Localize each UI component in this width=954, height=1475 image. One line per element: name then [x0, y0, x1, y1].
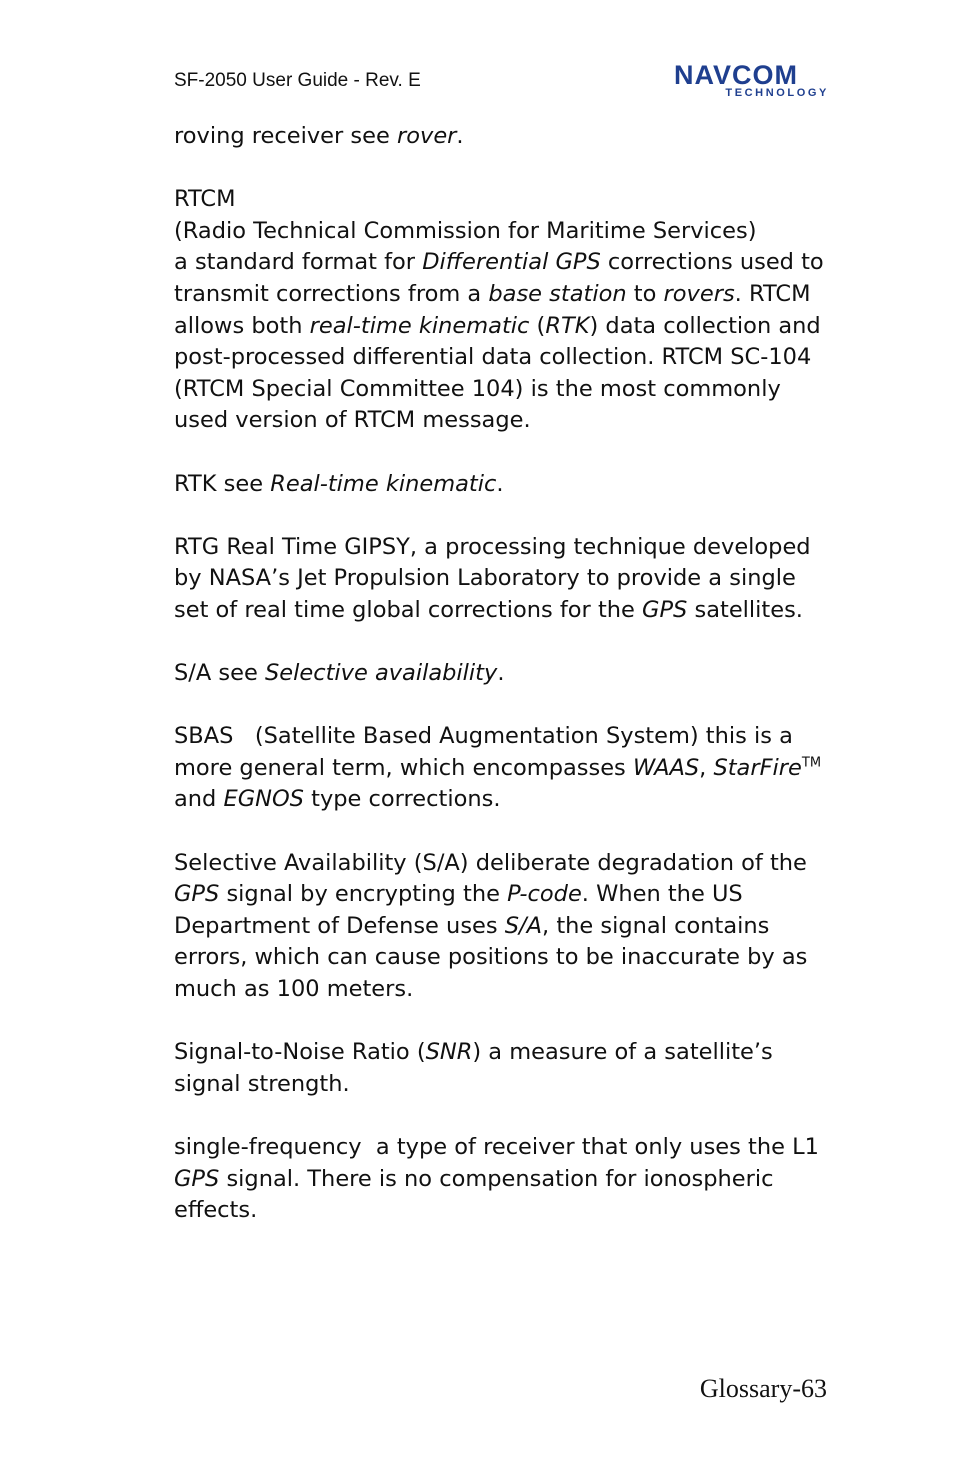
entry-text: and — [174, 786, 224, 813]
entry-term: RTG — [174, 533, 220, 560]
cross-reference: GPS — [174, 1165, 220, 1192]
cross-reference: Real-time kinematic — [270, 470, 497, 497]
cross-reference: WAAS — [632, 754, 700, 781]
entry-text: a standard format for — [174, 249, 423, 276]
entry-text: corrections used to transmit corrections from a — [174, 249, 824, 307]
cross-reference: GPS — [642, 596, 688, 623]
cross-reference: rover — [396, 123, 457, 149]
entry-text: type corrections. — [303, 786, 501, 813]
entry-text: this is a more general term, which encompasses — [174, 723, 793, 781]
glossary-entry-single-frequency — [174, 1132, 836, 1227]
glossary-entry-rtk — [174, 469, 836, 501]
navcom-logo — [643, 60, 829, 102]
entry-term: single-frequency — [174, 1134, 362, 1160]
entry-term: SBAS (Satellite Based Augmentation System) — [174, 723, 699, 750]
entry-text: signal by encrypting the — [219, 881, 508, 908]
entry-text: a type of receiver that only uses the L1 — [361, 1134, 827, 1160]
glossary-entry-rtcm — [174, 184, 836, 437]
document-header-title: SF-2050 User Guide - Rev. E — [174, 70, 421, 91]
entry-text: see — [216, 470, 271, 497]
cross-reference: EGNOS — [223, 786, 304, 813]
glossary-entry-sbas — [174, 721, 836, 816]
glossary-entry-selective-availability — [174, 848, 836, 1006]
logo-sub-text: TECHNOLOGY — [725, 87, 829, 99]
cross-reference: real-time kinematic — [309, 312, 530, 339]
entry-text: see — [211, 660, 265, 687]
glossary-content — [174, 121, 836, 1258]
entry-term: roving receiver — [174, 123, 344, 149]
entry-term-italic: SNR — [425, 1039, 473, 1066]
cross-reference: P-code — [507, 881, 582, 908]
entry-text: to — [626, 280, 664, 307]
page-number: Glossary-63 — [699, 1374, 827, 1403]
cross-reference: Differential GPS — [422, 249, 601, 276]
cross-reference: GPS — [174, 881, 220, 908]
trademark-symbol: TM — [801, 755, 822, 771]
entry-text: . When the US Department of Defense uses — [174, 881, 743, 939]
entry-term: RTK — [174, 470, 217, 497]
entry-term-expansion: (Radio Technical Commission for Maritime Services) — [174, 217, 757, 244]
entry-text: , the signal contains errors, which can cause positions to be inaccurate by as much as 100 meters. — [174, 912, 808, 1003]
entry-text: deliberate degradation of the — [468, 849, 807, 876]
entry-text: a measure of a satellite’s signal strength. — [174, 1039, 773, 1097]
logo-main-text: NAVCOM — [674, 60, 798, 90]
entry-text: . — [497, 660, 505, 687]
entry-text: Real Time GIPSY, a processing technique developed by NASA’s Jet Propulsion Laboratory to provide a single set of real time global corrections for the — [174, 533, 811, 623]
entry-text: ( — [529, 312, 546, 339]
glossary-entry-roving-receiver — [174, 121, 836, 153]
entry-term: Signal-to-Noise Ratio ( — [174, 1039, 426, 1066]
cross-reference: rovers — [663, 280, 735, 307]
cross-reference: base station — [488, 280, 627, 307]
glossary-entry-sa — [174, 658, 836, 690]
entry-text: . — [456, 123, 464, 149]
entry-text: . — [496, 470, 504, 497]
cross-reference: Selective availability — [264, 660, 498, 687]
glossary-entry-rtg — [174, 532, 836, 627]
glossary-entry-snr — [174, 1037, 836, 1100]
entry-term: Selective Availability (S/A) — [174, 849, 469, 876]
cross-reference: S/A — [504, 912, 543, 939]
entry-term-end: ) — [472, 1039, 482, 1066]
entry-term: S/A — [174, 660, 212, 687]
entry-text: signal. There is no compensation for ionospheric effects. — [174, 1165, 774, 1224]
entry-text: . RTCM allows both — [174, 280, 811, 339]
entry-text: satellites. — [687, 596, 803, 623]
entry-text: , — [699, 754, 714, 781]
cross-reference: RTK — [545, 312, 590, 339]
entry-term: RTCM — [174, 186, 236, 213]
entry-text: ) data collection and post-processed differential data collection. RTCM SC-104 (RTCM Special Committee 104) is the most commonly used version of RTCM message. — [174, 312, 821, 434]
entry-text: see — [343, 123, 397, 149]
cross-reference: StarFire — [713, 754, 802, 781]
